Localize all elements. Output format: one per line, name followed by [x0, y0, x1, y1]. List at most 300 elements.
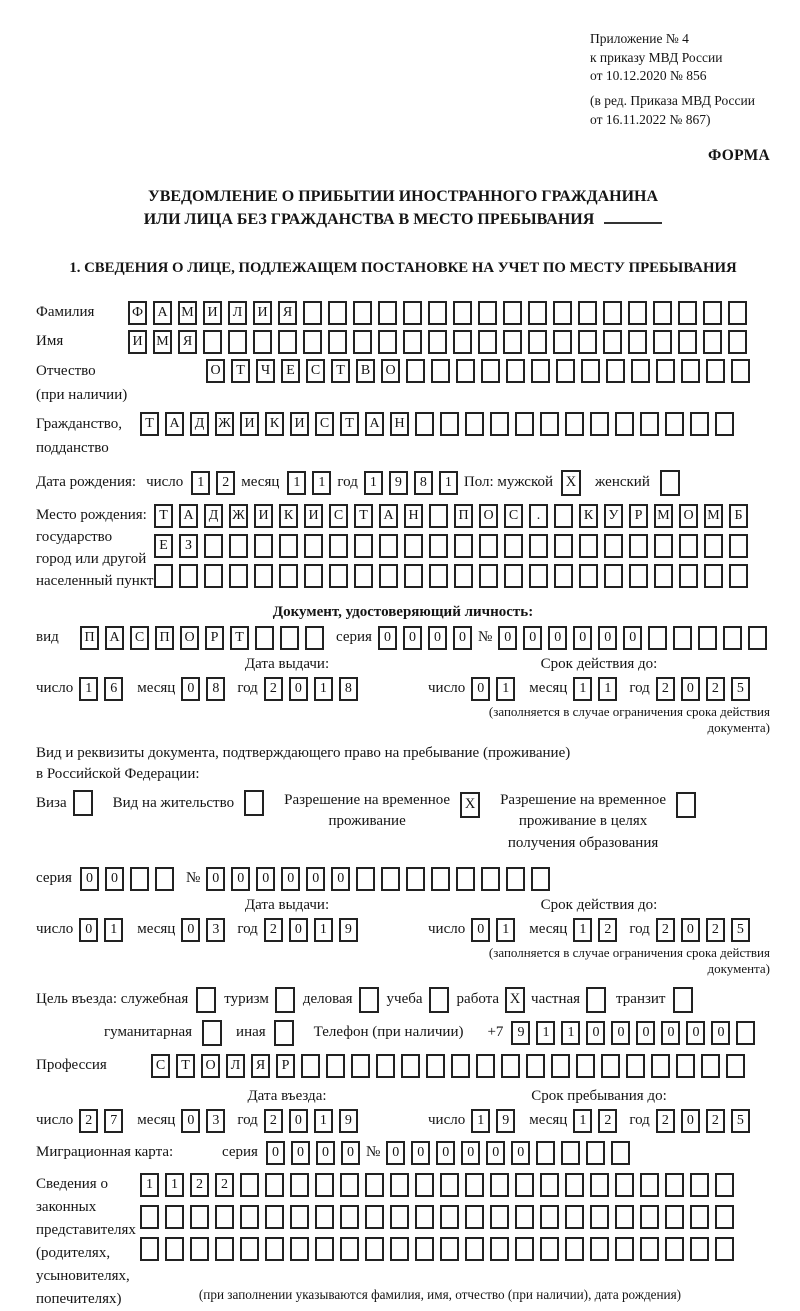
char-cell[interactable]: 3	[206, 918, 225, 942]
char-cell[interactable]	[490, 1237, 509, 1261]
purpose-study-checkbox[interactable]	[429, 987, 449, 1013]
char-cell[interactable]: 0	[428, 626, 447, 650]
char-cell[interactable]	[479, 534, 498, 558]
char-cell[interactable]	[378, 301, 397, 325]
char-cell[interactable]	[440, 1205, 459, 1229]
char-cell[interactable]	[304, 534, 323, 558]
char-cell[interactable]: 2	[264, 677, 283, 701]
char-cell[interactable]: Р	[629, 504, 648, 528]
char-cell[interactable]	[515, 412, 534, 436]
char-cell[interactable]: К	[265, 412, 284, 436]
char-cell[interactable]	[130, 867, 149, 891]
char-cell[interactable]: 0	[386, 1141, 405, 1165]
char-cell[interactable]: 0	[486, 1141, 505, 1165]
char-cell[interactable]: 2	[264, 1109, 283, 1133]
char-cell[interactable]	[254, 534, 273, 558]
char-cell[interactable]	[490, 412, 509, 436]
char-cell[interactable]: С	[151, 1054, 170, 1078]
char-cell[interactable]: 1	[287, 471, 306, 495]
char-cell[interactable]	[679, 564, 698, 588]
char-cell[interactable]	[456, 867, 475, 891]
char-cell[interactable]	[681, 359, 700, 383]
char-cell[interactable]: И	[254, 504, 273, 528]
char-cell[interactable]: 0	[105, 867, 124, 891]
char-cell[interactable]	[429, 534, 448, 558]
char-cell[interactable]: 1	[573, 677, 592, 701]
char-cell[interactable]: А	[379, 504, 398, 528]
char-cell[interactable]	[551, 1054, 570, 1078]
char-cell[interactable]: Е	[154, 534, 173, 558]
char-cell[interactable]: 0	[291, 1141, 310, 1165]
char-cell[interactable]	[715, 1237, 734, 1261]
char-cell[interactable]	[631, 359, 650, 383]
char-cell[interactable]	[365, 1205, 384, 1229]
char-cell[interactable]	[415, 1173, 434, 1197]
char-cell[interactable]	[379, 564, 398, 588]
char-cell[interactable]	[679, 534, 698, 558]
char-cell[interactable]: 0	[341, 1141, 360, 1165]
char-cell[interactable]	[653, 330, 672, 354]
char-cell[interactable]: 0	[548, 626, 567, 650]
char-cell[interactable]	[640, 1237, 659, 1261]
char-cell[interactable]: 2	[706, 677, 725, 701]
char-cell[interactable]	[490, 1173, 509, 1197]
char-cell[interactable]	[165, 1205, 184, 1229]
char-cell[interactable]: 0	[461, 1141, 480, 1165]
char-cell[interactable]	[140, 1237, 159, 1261]
char-cell[interactable]	[698, 626, 717, 650]
char-cell[interactable]: 9	[511, 1021, 530, 1045]
char-cell[interactable]: Р	[276, 1054, 295, 1078]
char-cell[interactable]: 0	[403, 626, 422, 650]
char-cell[interactable]: 2	[190, 1173, 209, 1197]
char-cell[interactable]: 1	[314, 918, 333, 942]
char-cell[interactable]	[155, 867, 174, 891]
char-cell[interactable]	[565, 1173, 584, 1197]
char-cell[interactable]	[390, 1205, 409, 1229]
char-cell[interactable]	[515, 1173, 534, 1197]
char-cell[interactable]: 0	[681, 1109, 700, 1133]
char-cell[interactable]: 1	[165, 1173, 184, 1197]
char-cell[interactable]	[279, 534, 298, 558]
char-cell[interactable]	[440, 412, 459, 436]
char-cell[interactable]: 8	[206, 677, 225, 701]
char-cell[interactable]	[628, 330, 647, 354]
char-cell[interactable]	[731, 359, 750, 383]
char-cell[interactable]	[531, 867, 550, 891]
char-cell[interactable]	[515, 1205, 534, 1229]
char-cell[interactable]	[215, 1205, 234, 1229]
char-cell[interactable]	[454, 564, 473, 588]
char-cell[interactable]: 0	[711, 1021, 730, 1045]
char-cell[interactable]	[628, 301, 647, 325]
char-cell[interactable]	[305, 626, 324, 650]
char-cell[interactable]: 3	[206, 1109, 225, 1133]
char-cell[interactable]: 0	[471, 918, 490, 942]
sex-male-checkbox[interactable]: X	[561, 470, 581, 496]
temp-residence-edu-checkbox[interactable]	[676, 792, 696, 818]
char-cell[interactable]	[481, 359, 500, 383]
char-cell[interactable]: Я	[178, 330, 197, 354]
char-cell[interactable]: 0	[289, 677, 308, 701]
char-cell[interactable]	[140, 1205, 159, 1229]
char-cell[interactable]: 0	[661, 1021, 680, 1045]
char-cell[interactable]: 1	[561, 1021, 580, 1045]
char-cell[interactable]: П	[155, 626, 174, 650]
char-cell[interactable]	[240, 1173, 259, 1197]
char-cell[interactable]	[429, 504, 448, 528]
char-cell[interactable]: Т	[140, 412, 159, 436]
char-cell[interactable]	[478, 301, 497, 325]
char-cell[interactable]	[481, 867, 500, 891]
char-cell[interactable]	[715, 1205, 734, 1229]
char-cell[interactable]	[340, 1237, 359, 1261]
char-cell[interactable]	[303, 301, 322, 325]
char-cell[interactable]: К	[279, 504, 298, 528]
char-cell[interactable]: 5	[731, 918, 750, 942]
char-cell[interactable]	[215, 1237, 234, 1261]
char-cell[interactable]	[678, 301, 697, 325]
char-cell[interactable]	[354, 564, 373, 588]
char-cell[interactable]: 1	[573, 1109, 592, 1133]
char-cell[interactable]: Т	[154, 504, 173, 528]
char-cell[interactable]: 0	[686, 1021, 705, 1045]
char-cell[interactable]	[406, 867, 425, 891]
char-cell[interactable]	[453, 330, 472, 354]
char-cell[interactable]	[354, 534, 373, 558]
char-cell[interactable]	[265, 1237, 284, 1261]
char-cell[interactable]	[504, 534, 523, 558]
char-cell[interactable]	[648, 626, 667, 650]
char-cell[interactable]: 1	[140, 1173, 159, 1197]
char-cell[interactable]	[651, 1054, 670, 1078]
char-cell[interactable]	[340, 1205, 359, 1229]
char-cell[interactable]: 0	[79, 918, 98, 942]
char-cell[interactable]: 2	[706, 1109, 725, 1133]
visa-checkbox[interactable]	[73, 790, 93, 816]
char-cell[interactable]	[290, 1173, 309, 1197]
char-cell[interactable]	[329, 564, 348, 588]
char-cell[interactable]	[553, 330, 572, 354]
char-cell[interactable]: 5	[731, 1109, 750, 1133]
char-cell[interactable]	[353, 330, 372, 354]
temp-residence-checkbox[interactable]: X	[460, 792, 480, 818]
char-cell[interactable]	[556, 359, 575, 383]
char-cell[interactable]: 1	[312, 471, 331, 495]
char-cell[interactable]: 1	[191, 471, 210, 495]
char-cell[interactable]	[579, 534, 598, 558]
purpose-transit-checkbox[interactable]	[673, 987, 693, 1013]
char-cell[interactable]: О	[201, 1054, 220, 1078]
char-cell[interactable]: 1	[104, 918, 123, 942]
char-cell[interactable]	[303, 330, 322, 354]
char-cell[interactable]	[706, 359, 725, 383]
char-cell[interactable]	[353, 301, 372, 325]
char-cell[interactable]: 0	[80, 867, 99, 891]
char-cell[interactable]: 2	[264, 918, 283, 942]
char-cell[interactable]: К	[579, 504, 598, 528]
char-cell[interactable]	[703, 301, 722, 325]
char-cell[interactable]	[254, 564, 273, 588]
char-cell[interactable]	[578, 301, 597, 325]
char-cell[interactable]	[606, 359, 625, 383]
char-cell[interactable]: М	[654, 504, 673, 528]
purpose-tourism-checkbox[interactable]	[275, 987, 295, 1013]
char-cell[interactable]	[554, 534, 573, 558]
char-cell[interactable]: 0	[256, 867, 275, 891]
char-cell[interactable]	[581, 359, 600, 383]
char-cell[interactable]	[490, 1205, 509, 1229]
char-cell[interactable]	[540, 1205, 559, 1229]
char-cell[interactable]	[378, 330, 397, 354]
char-cell[interactable]: 1	[496, 918, 515, 942]
char-cell[interactable]	[665, 1173, 684, 1197]
char-cell[interactable]	[451, 1054, 470, 1078]
char-cell[interactable]: 2	[656, 1109, 675, 1133]
char-cell[interactable]	[440, 1173, 459, 1197]
char-cell[interactable]: 0	[289, 918, 308, 942]
char-cell[interactable]	[426, 1054, 445, 1078]
char-cell[interactable]: А	[365, 412, 384, 436]
char-cell[interactable]	[279, 564, 298, 588]
char-cell[interactable]	[690, 1173, 709, 1197]
char-cell[interactable]	[590, 1237, 609, 1261]
char-cell[interactable]	[554, 564, 573, 588]
char-cell[interactable]	[326, 1054, 345, 1078]
char-cell[interactable]: О	[679, 504, 698, 528]
char-cell[interactable]: Т	[231, 359, 250, 383]
char-cell[interactable]	[228, 330, 247, 354]
char-cell[interactable]	[565, 1205, 584, 1229]
char-cell[interactable]	[229, 534, 248, 558]
char-cell[interactable]	[579, 564, 598, 588]
char-cell[interactable]: И	[128, 330, 147, 354]
char-cell[interactable]: Л	[228, 301, 247, 325]
char-cell[interactable]: Ф	[128, 301, 147, 325]
char-cell[interactable]: 0	[231, 867, 250, 891]
char-cell[interactable]	[690, 412, 709, 436]
char-cell[interactable]: 0	[266, 1141, 285, 1165]
char-cell[interactable]: М	[704, 504, 723, 528]
char-cell[interactable]: 9	[496, 1109, 515, 1133]
char-cell[interactable]	[553, 301, 572, 325]
char-cell[interactable]: Н	[404, 504, 423, 528]
char-cell[interactable]	[465, 412, 484, 436]
char-cell[interactable]: 1	[573, 918, 592, 942]
char-cell[interactable]	[561, 1141, 580, 1165]
char-cell[interactable]: И	[240, 412, 259, 436]
char-cell[interactable]: 1	[536, 1021, 555, 1045]
char-cell[interactable]	[615, 1205, 634, 1229]
char-cell[interactable]: 9	[389, 471, 408, 495]
char-cell[interactable]: С	[306, 359, 325, 383]
char-cell[interactable]	[190, 1237, 209, 1261]
char-cell[interactable]	[586, 1141, 605, 1165]
char-cell[interactable]	[390, 1237, 409, 1261]
char-cell[interactable]: 0	[681, 677, 700, 701]
purpose-work-checkbox[interactable]: X	[505, 987, 525, 1013]
char-cell[interactable]: Я	[278, 301, 297, 325]
char-cell[interactable]	[504, 564, 523, 588]
char-cell[interactable]: .	[529, 504, 548, 528]
char-cell[interactable]: 1	[314, 677, 333, 701]
char-cell[interactable]	[603, 301, 622, 325]
char-cell[interactable]	[376, 1054, 395, 1078]
char-cell[interactable]: 0	[331, 867, 350, 891]
char-cell[interactable]: 2	[79, 1109, 98, 1133]
char-cell[interactable]	[503, 301, 522, 325]
char-cell[interactable]: А	[165, 412, 184, 436]
char-cell[interactable]	[690, 1237, 709, 1261]
residence-permit-checkbox[interactable]	[244, 790, 264, 816]
char-cell[interactable]	[440, 1237, 459, 1261]
char-cell[interactable]	[329, 534, 348, 558]
char-cell[interactable]	[565, 1237, 584, 1261]
char-cell[interactable]	[640, 1205, 659, 1229]
char-cell[interactable]: П	[80, 626, 99, 650]
char-cell[interactable]	[315, 1205, 334, 1229]
char-cell[interactable]	[726, 1054, 745, 1078]
char-cell[interactable]: Б	[729, 504, 748, 528]
char-cell[interactable]	[315, 1237, 334, 1261]
char-cell[interactable]	[723, 626, 742, 650]
char-cell[interactable]: Т	[331, 359, 350, 383]
char-cell[interactable]	[554, 504, 573, 528]
char-cell[interactable]	[578, 330, 597, 354]
char-cell[interactable]	[406, 359, 425, 383]
char-cell[interactable]	[590, 1173, 609, 1197]
char-cell[interactable]: И	[203, 301, 222, 325]
char-cell[interactable]	[656, 359, 675, 383]
char-cell[interactable]	[203, 330, 222, 354]
char-cell[interactable]: Р	[205, 626, 224, 650]
char-cell[interactable]	[415, 1237, 434, 1261]
char-cell[interactable]	[290, 1237, 309, 1261]
char-cell[interactable]: 0	[471, 677, 490, 701]
char-cell[interactable]: 9	[339, 918, 358, 942]
char-cell[interactable]	[465, 1237, 484, 1261]
char-cell[interactable]: 0	[206, 867, 225, 891]
char-cell[interactable]: 0	[681, 918, 700, 942]
char-cell[interactable]	[640, 1173, 659, 1197]
char-cell[interactable]: 2	[706, 918, 725, 942]
char-cell[interactable]: 0	[281, 867, 300, 891]
char-cell[interactable]	[536, 1141, 555, 1165]
char-cell[interactable]: 0	[306, 867, 325, 891]
char-cell[interactable]: 2	[598, 1109, 617, 1133]
char-cell[interactable]	[601, 1054, 620, 1078]
char-cell[interactable]: М	[178, 301, 197, 325]
char-cell[interactable]	[728, 301, 747, 325]
char-cell[interactable]	[529, 534, 548, 558]
char-cell[interactable]	[403, 330, 422, 354]
char-cell[interactable]	[431, 359, 450, 383]
char-cell[interactable]: 1	[439, 471, 458, 495]
char-cell[interactable]	[690, 1205, 709, 1229]
char-cell[interactable]	[526, 1054, 545, 1078]
char-cell[interactable]: 9	[339, 1109, 358, 1133]
char-cell[interactable]	[615, 1173, 634, 1197]
char-cell[interactable]: 0	[611, 1021, 630, 1045]
char-cell[interactable]	[428, 301, 447, 325]
char-cell[interactable]: П	[454, 504, 473, 528]
char-cell[interactable]: А	[179, 504, 198, 528]
char-cell[interactable]	[478, 330, 497, 354]
char-cell[interactable]: О	[206, 359, 225, 383]
char-cell[interactable]	[280, 626, 299, 650]
char-cell[interactable]	[673, 626, 692, 650]
char-cell[interactable]	[629, 534, 648, 558]
char-cell[interactable]	[729, 534, 748, 558]
purpose-humanitarian-checkbox[interactable]	[202, 1020, 222, 1046]
char-cell[interactable]	[540, 1173, 559, 1197]
char-cell[interactable]	[676, 1054, 695, 1078]
char-cell[interactable]	[365, 1173, 384, 1197]
char-cell[interactable]: 7	[104, 1109, 123, 1133]
char-cell[interactable]: И	[290, 412, 309, 436]
char-cell[interactable]	[479, 564, 498, 588]
char-cell[interactable]: А	[105, 626, 124, 650]
char-cell[interactable]	[528, 330, 547, 354]
char-cell[interactable]	[653, 301, 672, 325]
char-cell[interactable]	[701, 1054, 720, 1078]
char-cell[interactable]: 0	[181, 1109, 200, 1133]
char-cell[interactable]: 6	[104, 677, 123, 701]
char-cell[interactable]	[540, 412, 559, 436]
char-cell[interactable]: 0	[316, 1141, 335, 1165]
char-cell[interactable]	[204, 534, 223, 558]
char-cell[interactable]	[265, 1205, 284, 1229]
char-cell[interactable]	[265, 1173, 284, 1197]
char-cell[interactable]	[590, 412, 609, 436]
char-cell[interactable]: 5	[731, 677, 750, 701]
char-cell[interactable]	[531, 359, 550, 383]
char-cell[interactable]	[390, 1173, 409, 1197]
char-cell[interactable]	[626, 1054, 645, 1078]
char-cell[interactable]	[340, 1173, 359, 1197]
char-cell[interactable]	[715, 412, 734, 436]
purpose-other-checkbox[interactable]	[274, 1020, 294, 1046]
char-cell[interactable]: А	[153, 301, 172, 325]
char-cell[interactable]: О	[479, 504, 498, 528]
char-cell[interactable]: 0	[623, 626, 642, 650]
char-cell[interactable]: 1	[79, 677, 98, 701]
char-cell[interactable]	[654, 534, 673, 558]
char-cell[interactable]	[351, 1054, 370, 1078]
char-cell[interactable]	[728, 330, 747, 354]
char-cell[interactable]: Ж	[215, 412, 234, 436]
char-cell[interactable]: Т	[354, 504, 373, 528]
char-cell[interactable]	[629, 564, 648, 588]
char-cell[interactable]: 1	[314, 1109, 333, 1133]
char-cell[interactable]	[415, 1205, 434, 1229]
char-cell[interactable]	[154, 564, 173, 588]
char-cell[interactable]	[315, 1173, 334, 1197]
char-cell[interactable]	[678, 330, 697, 354]
char-cell[interactable]: 0	[289, 1109, 308, 1133]
char-cell[interactable]: С	[504, 504, 523, 528]
char-cell[interactable]	[515, 1237, 534, 1261]
char-cell[interactable]	[528, 301, 547, 325]
char-cell[interactable]: 0	[498, 626, 517, 650]
char-cell[interactable]	[748, 626, 767, 650]
char-cell[interactable]	[590, 1205, 609, 1229]
char-cell[interactable]	[604, 564, 623, 588]
char-cell[interactable]	[328, 301, 347, 325]
char-cell[interactable]: 8	[414, 471, 433, 495]
char-cell[interactable]	[736, 1021, 755, 1045]
char-cell[interactable]	[381, 867, 400, 891]
